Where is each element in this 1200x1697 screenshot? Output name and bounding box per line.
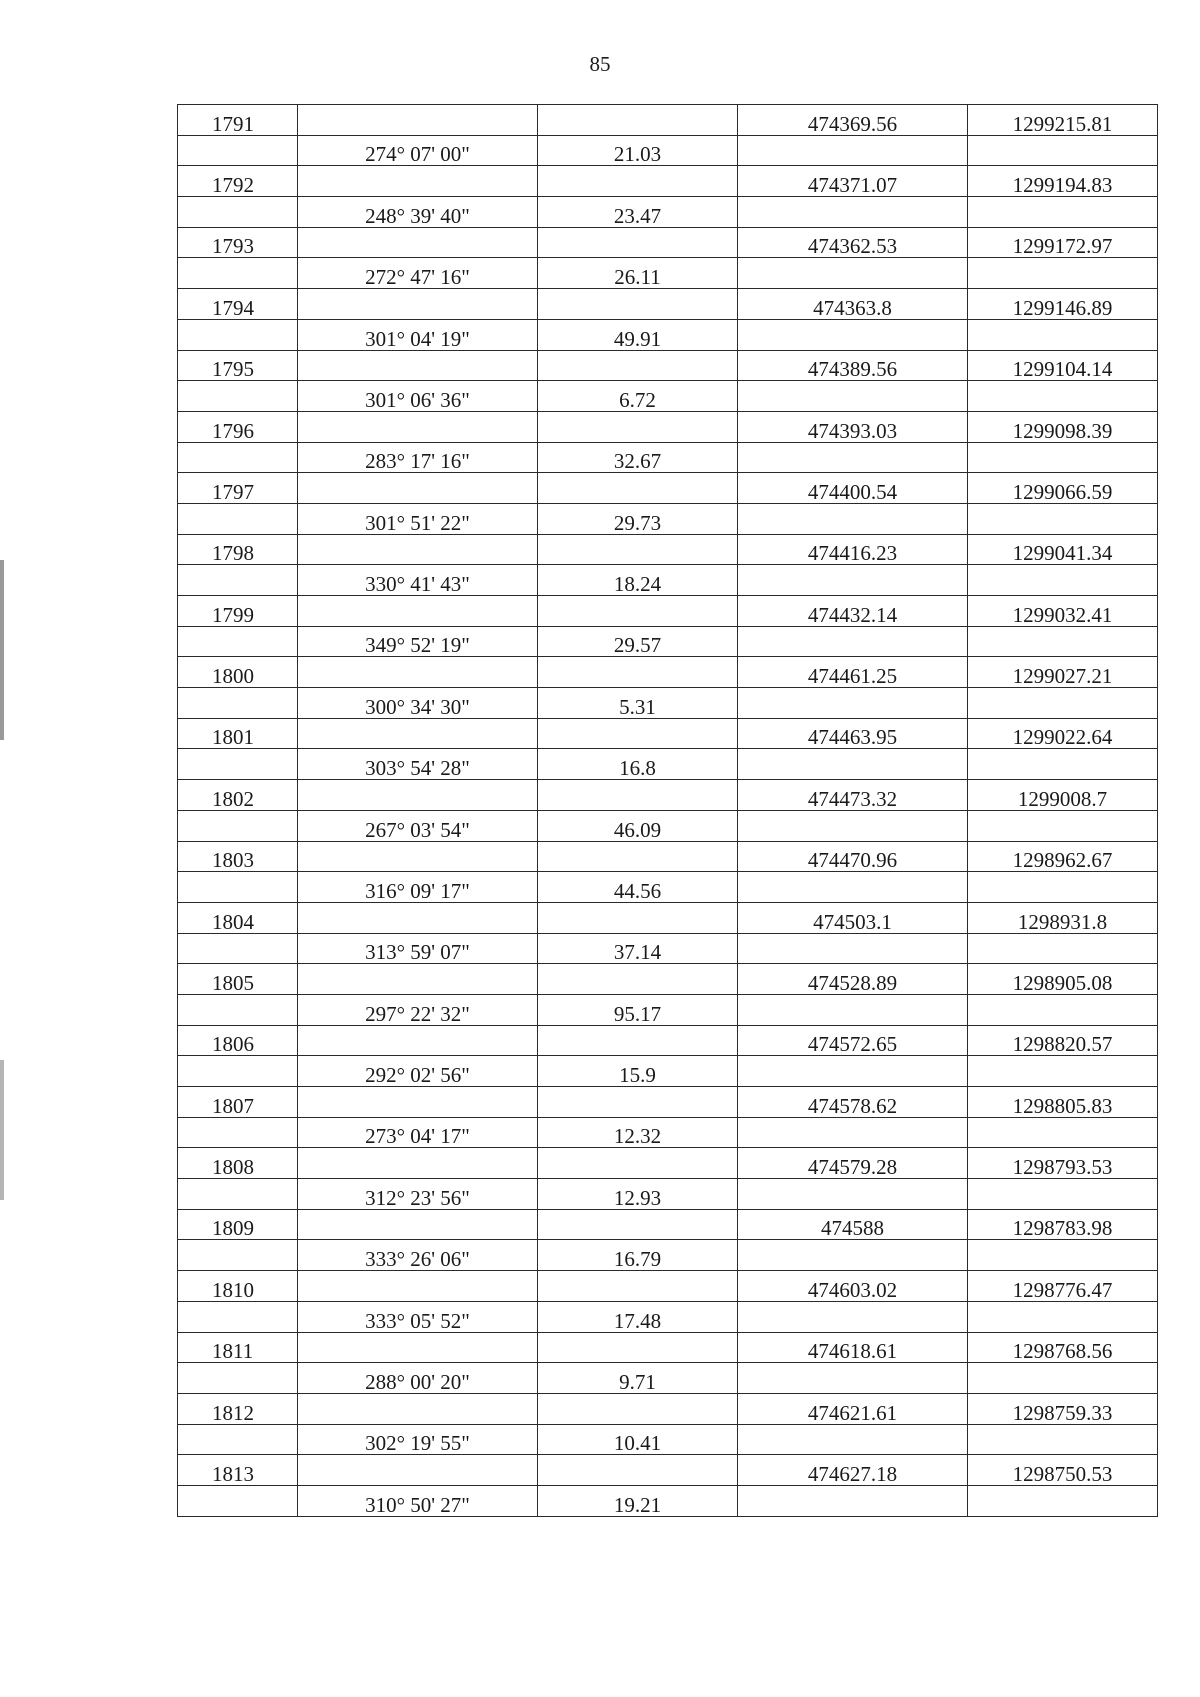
leg-row — [178, 1056, 1158, 1087]
empty-cell — [298, 1332, 538, 1363]
distance-cell: 26.11 — [538, 258, 738, 289]
bearing-cell: 333° 05' 52" — [298, 1301, 538, 1332]
easting-cell: 1298820.57 — [968, 1025, 1158, 1056]
easting-cell: 1299041.34 — [968, 534, 1158, 565]
empty-cell — [968, 258, 1158, 289]
distance-cell: 21.03 — [538, 135, 738, 166]
bearing-cell: 274° 07' 00" — [298, 135, 538, 166]
empty-cell — [538, 1209, 738, 1240]
northing-cell: 474363.8 — [738, 289, 968, 320]
empty-cell — [178, 1424, 298, 1455]
leg-row — [178, 626, 1158, 657]
empty-cell — [738, 1363, 968, 1394]
empty-cell — [178, 258, 298, 289]
empty-cell — [968, 319, 1158, 350]
empty-cell — [178, 1056, 298, 1087]
station-id-cell: 1805 — [178, 964, 298, 995]
empty-cell — [968, 1424, 1158, 1455]
bearing-cell: 330° 41' 43" — [298, 565, 538, 596]
empty-cell — [968, 1117, 1158, 1148]
station-id-cell: 1803 — [178, 841, 298, 872]
distance-cell: 15.9 — [538, 1056, 738, 1087]
northing-cell: 474432.14 — [738, 596, 968, 627]
station-row — [178, 166, 1158, 197]
station-id-cell: 1807 — [178, 1087, 298, 1118]
empty-cell — [968, 1056, 1158, 1087]
distance-cell: 16.79 — [538, 1240, 738, 1271]
empty-cell — [178, 503, 298, 534]
station-row — [178, 964, 1158, 995]
leg-row — [178, 258, 1158, 289]
station-row — [178, 473, 1158, 504]
easting-cell: 1298776.47 — [968, 1271, 1158, 1302]
easting-cell: 1298783.98 — [968, 1209, 1158, 1240]
easting-cell: 1298768.56 — [968, 1332, 1158, 1363]
empty-cell — [178, 688, 298, 719]
empty-cell — [298, 166, 538, 197]
station-id-cell: 1802 — [178, 780, 298, 811]
empty-cell — [298, 1087, 538, 1118]
empty-cell — [298, 473, 538, 504]
station-row — [178, 350, 1158, 381]
station-id-cell: 1813 — [178, 1455, 298, 1486]
empty-cell — [538, 902, 738, 933]
empty-cell — [738, 1179, 968, 1210]
empty-cell — [178, 872, 298, 903]
northing-cell: 474369.56 — [738, 105, 968, 136]
empty-cell — [968, 688, 1158, 719]
empty-cell — [738, 442, 968, 473]
empty-cell — [538, 105, 738, 136]
station-row — [178, 411, 1158, 442]
bearing-cell: 303° 54' 28" — [298, 749, 538, 780]
leg-row — [178, 1424, 1158, 1455]
northing-cell: 474627.18 — [738, 1455, 968, 1486]
empty-cell — [298, 596, 538, 627]
empty-cell — [968, 1301, 1158, 1332]
station-id-cell: 1808 — [178, 1148, 298, 1179]
station-id-cell: 1804 — [178, 902, 298, 933]
empty-cell — [968, 749, 1158, 780]
bearing-cell: 310° 50' 27" — [298, 1485, 538, 1516]
station-id-cell: 1800 — [178, 657, 298, 688]
empty-cell — [178, 1485, 298, 1516]
empty-cell — [298, 411, 538, 442]
bearing-cell: 316° 09' 17" — [298, 872, 538, 903]
northing-cell: 474416.23 — [738, 534, 968, 565]
traverse-table — [177, 104, 1158, 1517]
northing-cell: 474578.62 — [738, 1087, 968, 1118]
empty-cell — [538, 1332, 738, 1363]
empty-cell — [298, 1148, 538, 1179]
distance-cell: 12.32 — [538, 1117, 738, 1148]
station-row — [178, 1087, 1158, 1118]
station-row — [178, 1455, 1158, 1486]
empty-cell — [538, 841, 738, 872]
empty-cell — [968, 994, 1158, 1025]
bearing-cell: 301° 51' 22" — [298, 503, 538, 534]
station-row — [178, 1393, 1158, 1424]
distance-cell: 44.56 — [538, 872, 738, 903]
empty-cell — [738, 688, 968, 719]
leg-row — [178, 1363, 1158, 1394]
distance-cell: 6.72 — [538, 381, 738, 412]
station-id-cell: 1796 — [178, 411, 298, 442]
leg-row — [178, 135, 1158, 166]
empty-cell — [538, 1393, 738, 1424]
easting-cell: 1299008.7 — [968, 780, 1158, 811]
station-id-cell: 1811 — [178, 1332, 298, 1363]
station-row — [178, 780, 1158, 811]
traverse-table-body — [178, 105, 1158, 1517]
empty-cell — [538, 780, 738, 811]
leg-row — [178, 197, 1158, 228]
station-id-cell: 1810 — [178, 1271, 298, 1302]
empty-cell — [968, 442, 1158, 473]
empty-cell — [178, 197, 298, 228]
empty-cell — [298, 718, 538, 749]
empty-cell — [738, 1117, 968, 1148]
leg-row — [178, 933, 1158, 964]
distance-cell: 18.24 — [538, 565, 738, 596]
easting-cell: 1298962.67 — [968, 841, 1158, 872]
empty-cell — [298, 1025, 538, 1056]
northing-cell: 474588 — [738, 1209, 968, 1240]
empty-cell — [968, 1485, 1158, 1516]
distance-cell: 29.57 — [538, 626, 738, 657]
empty-cell — [738, 1485, 968, 1516]
northing-cell: 474572.65 — [738, 1025, 968, 1056]
station-id-cell: 1801 — [178, 718, 298, 749]
station-id-cell: 1794 — [178, 289, 298, 320]
empty-cell — [538, 1087, 738, 1118]
empty-cell — [738, 626, 968, 657]
station-row — [178, 841, 1158, 872]
scan-edge-mark — [0, 560, 4, 740]
northing-cell: 474400.54 — [738, 473, 968, 504]
empty-cell — [968, 135, 1158, 166]
empty-cell — [738, 503, 968, 534]
distance-cell: 32.67 — [538, 442, 738, 473]
station-row — [178, 289, 1158, 320]
empty-cell — [178, 1301, 298, 1332]
empty-cell — [738, 135, 968, 166]
northing-cell: 474470.96 — [738, 841, 968, 872]
leg-row — [178, 381, 1158, 412]
empty-cell — [178, 565, 298, 596]
empty-cell — [738, 872, 968, 903]
station-row — [178, 718, 1158, 749]
leg-row — [178, 994, 1158, 1025]
leg-row — [178, 565, 1158, 596]
empty-cell — [298, 105, 538, 136]
station-row — [178, 902, 1158, 933]
empty-cell — [538, 350, 738, 381]
station-id-cell: 1791 — [178, 105, 298, 136]
empty-cell — [538, 534, 738, 565]
distance-cell: 46.09 — [538, 810, 738, 841]
northing-cell: 474528.89 — [738, 964, 968, 995]
station-row — [178, 534, 1158, 565]
distance-cell: 10.41 — [538, 1424, 738, 1455]
bearing-cell: 292° 02' 56" — [298, 1056, 538, 1087]
easting-cell: 1299027.21 — [968, 657, 1158, 688]
empty-cell — [178, 381, 298, 412]
station-id-cell: 1792 — [178, 166, 298, 197]
northing-cell: 474579.28 — [738, 1148, 968, 1179]
leg-row — [178, 1301, 1158, 1332]
northing-cell: 474393.03 — [738, 411, 968, 442]
station-id-cell: 1793 — [178, 227, 298, 258]
leg-row — [178, 1117, 1158, 1148]
easting-cell: 1298793.53 — [968, 1148, 1158, 1179]
station-id-cell: 1795 — [178, 350, 298, 381]
empty-cell — [738, 258, 968, 289]
northing-cell: 474371.07 — [738, 166, 968, 197]
easting-cell: 1298905.08 — [968, 964, 1158, 995]
northing-cell: 474618.61 — [738, 1332, 968, 1363]
bearing-cell: 273° 04' 17" — [298, 1117, 538, 1148]
empty-cell — [968, 1179, 1158, 1210]
station-row — [178, 105, 1158, 136]
distance-cell: 5.31 — [538, 688, 738, 719]
empty-cell — [298, 227, 538, 258]
empty-cell — [538, 657, 738, 688]
empty-cell — [968, 197, 1158, 228]
northing-cell: 474621.61 — [738, 1393, 968, 1424]
station-row — [178, 1148, 1158, 1179]
easting-cell: 1298759.33 — [968, 1393, 1158, 1424]
empty-cell — [968, 933, 1158, 964]
empty-cell — [298, 657, 538, 688]
station-id-cell: 1798 — [178, 534, 298, 565]
empty-cell — [968, 872, 1158, 903]
distance-cell: 29.73 — [538, 503, 738, 534]
empty-cell — [298, 780, 538, 811]
empty-cell — [538, 964, 738, 995]
empty-cell — [298, 964, 538, 995]
empty-cell — [538, 289, 738, 320]
empty-cell — [178, 810, 298, 841]
empty-cell — [738, 1056, 968, 1087]
bearing-cell: 283° 17' 16" — [298, 442, 538, 473]
easting-cell: 1299098.39 — [968, 411, 1158, 442]
easting-cell: 1299022.64 — [968, 718, 1158, 749]
leg-row — [178, 319, 1158, 350]
empty-cell — [738, 749, 968, 780]
station-row — [178, 1025, 1158, 1056]
empty-cell — [738, 1301, 968, 1332]
distance-cell: 16.8 — [538, 749, 738, 780]
easting-cell: 1299066.59 — [968, 473, 1158, 504]
station-id-cell: 1797 — [178, 473, 298, 504]
empty-cell — [738, 381, 968, 412]
distance-cell: 19.21 — [538, 1485, 738, 1516]
northing-cell: 474461.25 — [738, 657, 968, 688]
bearing-cell: 349° 52' 19" — [298, 626, 538, 657]
northing-cell: 474463.95 — [738, 718, 968, 749]
empty-cell — [298, 289, 538, 320]
bearing-cell: 301° 04' 19" — [298, 319, 538, 350]
empty-cell — [738, 933, 968, 964]
easting-cell: 1298750.53 — [968, 1455, 1158, 1486]
bearing-cell: 300° 34' 30" — [298, 688, 538, 719]
easting-cell: 1299172.97 — [968, 227, 1158, 258]
empty-cell — [538, 1455, 738, 1486]
empty-cell — [178, 994, 298, 1025]
empty-cell — [738, 1424, 968, 1455]
empty-cell — [538, 1271, 738, 1302]
empty-cell — [298, 1209, 538, 1240]
empty-cell — [968, 503, 1158, 534]
empty-cell — [178, 626, 298, 657]
distance-cell: 12.93 — [538, 1179, 738, 1210]
empty-cell — [538, 227, 738, 258]
empty-cell — [178, 749, 298, 780]
leg-row — [178, 442, 1158, 473]
station-row — [178, 1332, 1158, 1363]
empty-cell — [968, 1363, 1158, 1394]
station-id-cell: 1806 — [178, 1025, 298, 1056]
empty-cell — [298, 902, 538, 933]
easting-cell: 1299215.81 — [968, 105, 1158, 136]
empty-cell — [298, 1455, 538, 1486]
empty-cell — [538, 1025, 738, 1056]
empty-cell — [178, 135, 298, 166]
empty-cell — [178, 1117, 298, 1148]
bearing-cell: 272° 47' 16" — [298, 258, 538, 289]
bearing-cell: 248° 39' 40" — [298, 197, 538, 228]
empty-cell — [538, 473, 738, 504]
station-row — [178, 227, 1158, 258]
distance-cell: 23.47 — [538, 197, 738, 228]
empty-cell — [538, 411, 738, 442]
easting-cell: 1299194.83 — [968, 166, 1158, 197]
empty-cell — [738, 994, 968, 1025]
empty-cell — [298, 1393, 538, 1424]
distance-cell: 37.14 — [538, 933, 738, 964]
leg-row — [178, 1485, 1158, 1516]
empty-cell — [298, 350, 538, 381]
empty-cell — [178, 1363, 298, 1394]
leg-row — [178, 1179, 1158, 1210]
empty-cell — [178, 1240, 298, 1271]
station-row — [178, 1271, 1158, 1302]
station-row — [178, 596, 1158, 627]
empty-cell — [968, 626, 1158, 657]
empty-cell — [738, 1240, 968, 1271]
empty-cell — [738, 810, 968, 841]
empty-cell — [538, 1148, 738, 1179]
station-row — [178, 1209, 1158, 1240]
empty-cell — [178, 442, 298, 473]
empty-cell — [298, 841, 538, 872]
bearing-cell: 313° 59' 07" — [298, 933, 538, 964]
distance-cell: 17.48 — [538, 1301, 738, 1332]
distance-cell: 9.71 — [538, 1363, 738, 1394]
empty-cell — [738, 319, 968, 350]
empty-cell — [968, 381, 1158, 412]
easting-cell: 1299032.41 — [968, 596, 1158, 627]
empty-cell — [538, 718, 738, 749]
scan-edge-mark — [0, 1060, 4, 1200]
page-number: 85 — [589, 52, 611, 76]
leg-row — [178, 749, 1158, 780]
easting-cell: 1299104.14 — [968, 350, 1158, 381]
empty-cell — [968, 1240, 1158, 1271]
distance-cell: 49.91 — [538, 319, 738, 350]
leg-row — [178, 688, 1158, 719]
easting-cell: 1299146.89 — [968, 289, 1158, 320]
leg-row — [178, 810, 1158, 841]
bearing-cell: 297° 22' 32" — [298, 994, 538, 1025]
empty-cell — [178, 1179, 298, 1210]
leg-row — [178, 503, 1158, 534]
bearing-cell: 312° 23' 56" — [298, 1179, 538, 1210]
easting-cell: 1298805.83 — [968, 1087, 1158, 1118]
bearing-cell: 301° 06' 36" — [298, 381, 538, 412]
northing-cell: 474473.32 — [738, 780, 968, 811]
empty-cell — [738, 565, 968, 596]
empty-cell — [738, 197, 968, 228]
bearing-cell: 267° 03' 54" — [298, 810, 538, 841]
empty-cell — [968, 810, 1158, 841]
empty-cell — [178, 319, 298, 350]
bearing-cell: 302° 19' 55" — [298, 1424, 538, 1455]
leg-row — [178, 872, 1158, 903]
bearing-cell: 288° 00' 20" — [298, 1363, 538, 1394]
northing-cell: 474362.53 — [738, 227, 968, 258]
station-id-cell: 1799 — [178, 596, 298, 627]
empty-cell — [298, 1271, 538, 1302]
station-row — [178, 657, 1158, 688]
empty-cell — [538, 596, 738, 627]
northing-cell: 474603.02 — [738, 1271, 968, 1302]
northing-cell: 474389.56 — [738, 350, 968, 381]
northing-cell: 474503.1 — [738, 902, 968, 933]
leg-row — [178, 1240, 1158, 1271]
empty-cell — [298, 534, 538, 565]
easting-cell: 1298931.8 — [968, 902, 1158, 933]
empty-cell — [178, 933, 298, 964]
empty-cell — [538, 166, 738, 197]
empty-cell — [968, 565, 1158, 596]
station-id-cell: 1812 — [178, 1393, 298, 1424]
bearing-cell: 333° 26' 06" — [298, 1240, 538, 1271]
distance-cell: 95.17 — [538, 994, 738, 1025]
station-id-cell: 1809 — [178, 1209, 298, 1240]
